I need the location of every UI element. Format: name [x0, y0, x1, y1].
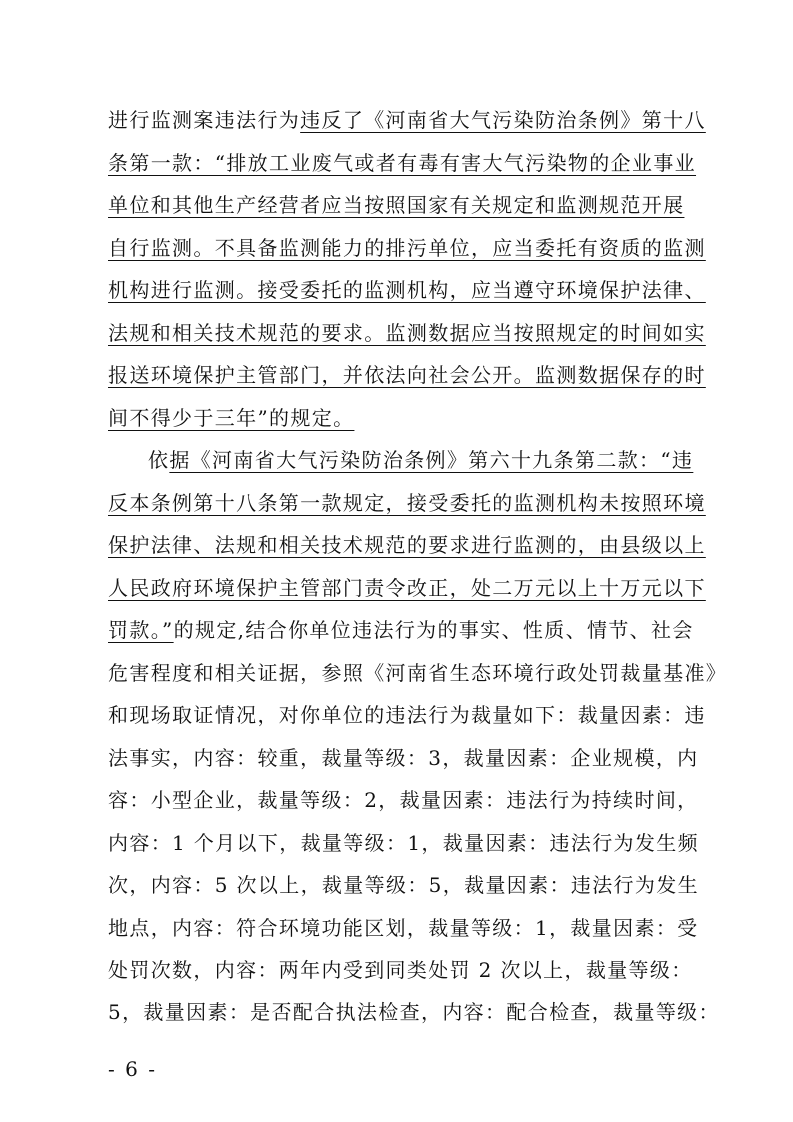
body-line-17: [108, 787, 699, 813]
line-text: 地点，内容：符合环境功能区划，裁量等级：1，裁量因素：受: [108, 916, 699, 940]
body-line-14: [108, 660, 727, 686]
line-text: 法事实，内容：较重，裁量等级：3，裁量因素：企业规模，内: [108, 746, 699, 770]
body-line-19: [108, 872, 699, 898]
line-text: 危害程度和相关证据，参照《河南省生态环境行政处罚裁量基准》: [108, 661, 728, 685]
body-line-11: [108, 532, 706, 558]
body-line-1: [108, 107, 706, 133]
underlined-text: 罚款。”: [108, 618, 174, 642]
body-line-16: [108, 745, 699, 771]
body-line-20: [108, 915, 699, 941]
line-text: 的规定,结合你单位违法行为的事实、性质、情节、社会: [173, 618, 694, 642]
body-line-5: [108, 277, 706, 303]
body-line-9: [148, 447, 693, 473]
underlined-text: 反本条例第十八条第一款规定，接受委托的监测机构未按照环境: [108, 491, 706, 515]
line-text: 和现场取证情况，对你单位的违法行为裁量如下：裁量因素：违: [108, 703, 706, 727]
body-line-7: [108, 362, 706, 388]
body-line-2: [108, 150, 696, 176]
line-text: 进行监测案违法行为: [108, 108, 301, 132]
underlined-text: 机构进行监测。接受委托的监测机构，应当遵守环境保护法律、: [108, 278, 706, 302]
line-text: 容：小型企业，裁量等级：2，裁量因素：违法行为持续时间，: [108, 788, 699, 812]
body-line-21: [108, 957, 693, 983]
line-text: 依: [148, 448, 170, 472]
body-line-13: [108, 617, 694, 643]
underlined-text: 违反了《河南省大气污染防治条例》第十八: [300, 108, 706, 132]
body-line-4: [108, 235, 706, 261]
line-text: 处罚次数，内容：两年内受到同类处罚 2 次以上，裁量等级：: [108, 958, 693, 982]
underlined-text: 法规和相关技术规范的要求。监测数据应当按照规定的时间如实: [108, 321, 706, 345]
underlined-text: 间不得少于三年”的规定。: [108, 406, 355, 430]
underlined-text: 据《河南省大气污染防治条例》第六十九条第二款：“违: [169, 448, 694, 472]
underlined-text: 人民政府环境保护主管部门责令改正，处二万元以上十万元以下: [108, 576, 706, 600]
body-line-8: [108, 405, 354, 431]
line-text: 5，裁量因素：是否配合执法检查，内容：配合检查，裁量等级：: [108, 1000, 720, 1024]
line-text: 内容：1 个月以下，裁量等级：1，裁量因素：违法行为发生频: [108, 831, 699, 855]
body-line-12: [108, 575, 706, 601]
underlined-text: 单位和其他生产经营者应当按照国家有关规定和监测规范开展: [108, 193, 685, 217]
underlined-text: 保护法律、法规和相关技术规范的要求进行监测的，由县级以上: [108, 533, 706, 557]
body-line-15: [108, 702, 706, 728]
underlined-text: 条第一款：“排放工业废气或者有毒有害大气污染物的企业事业: [108, 151, 697, 175]
underlined-text: 自行监测。不具备监测能力的排污单位，应当委托有资质的监测: [108, 236, 706, 260]
line-text: 次，内容：5 次以上，裁量等级：5，裁量因素：违法行为发生: [108, 873, 699, 897]
body-line-18: [108, 830, 699, 856]
body-line-6: [108, 320, 706, 346]
body-line-10: [108, 490, 706, 516]
body-line-3: [108, 192, 684, 218]
body-line-22: [108, 999, 720, 1025]
page-number: - 6 -: [108, 1057, 157, 1081]
underlined-text: 报送环境保护主管部门，并依法向社会公开。监测数据保存的时: [108, 363, 706, 387]
